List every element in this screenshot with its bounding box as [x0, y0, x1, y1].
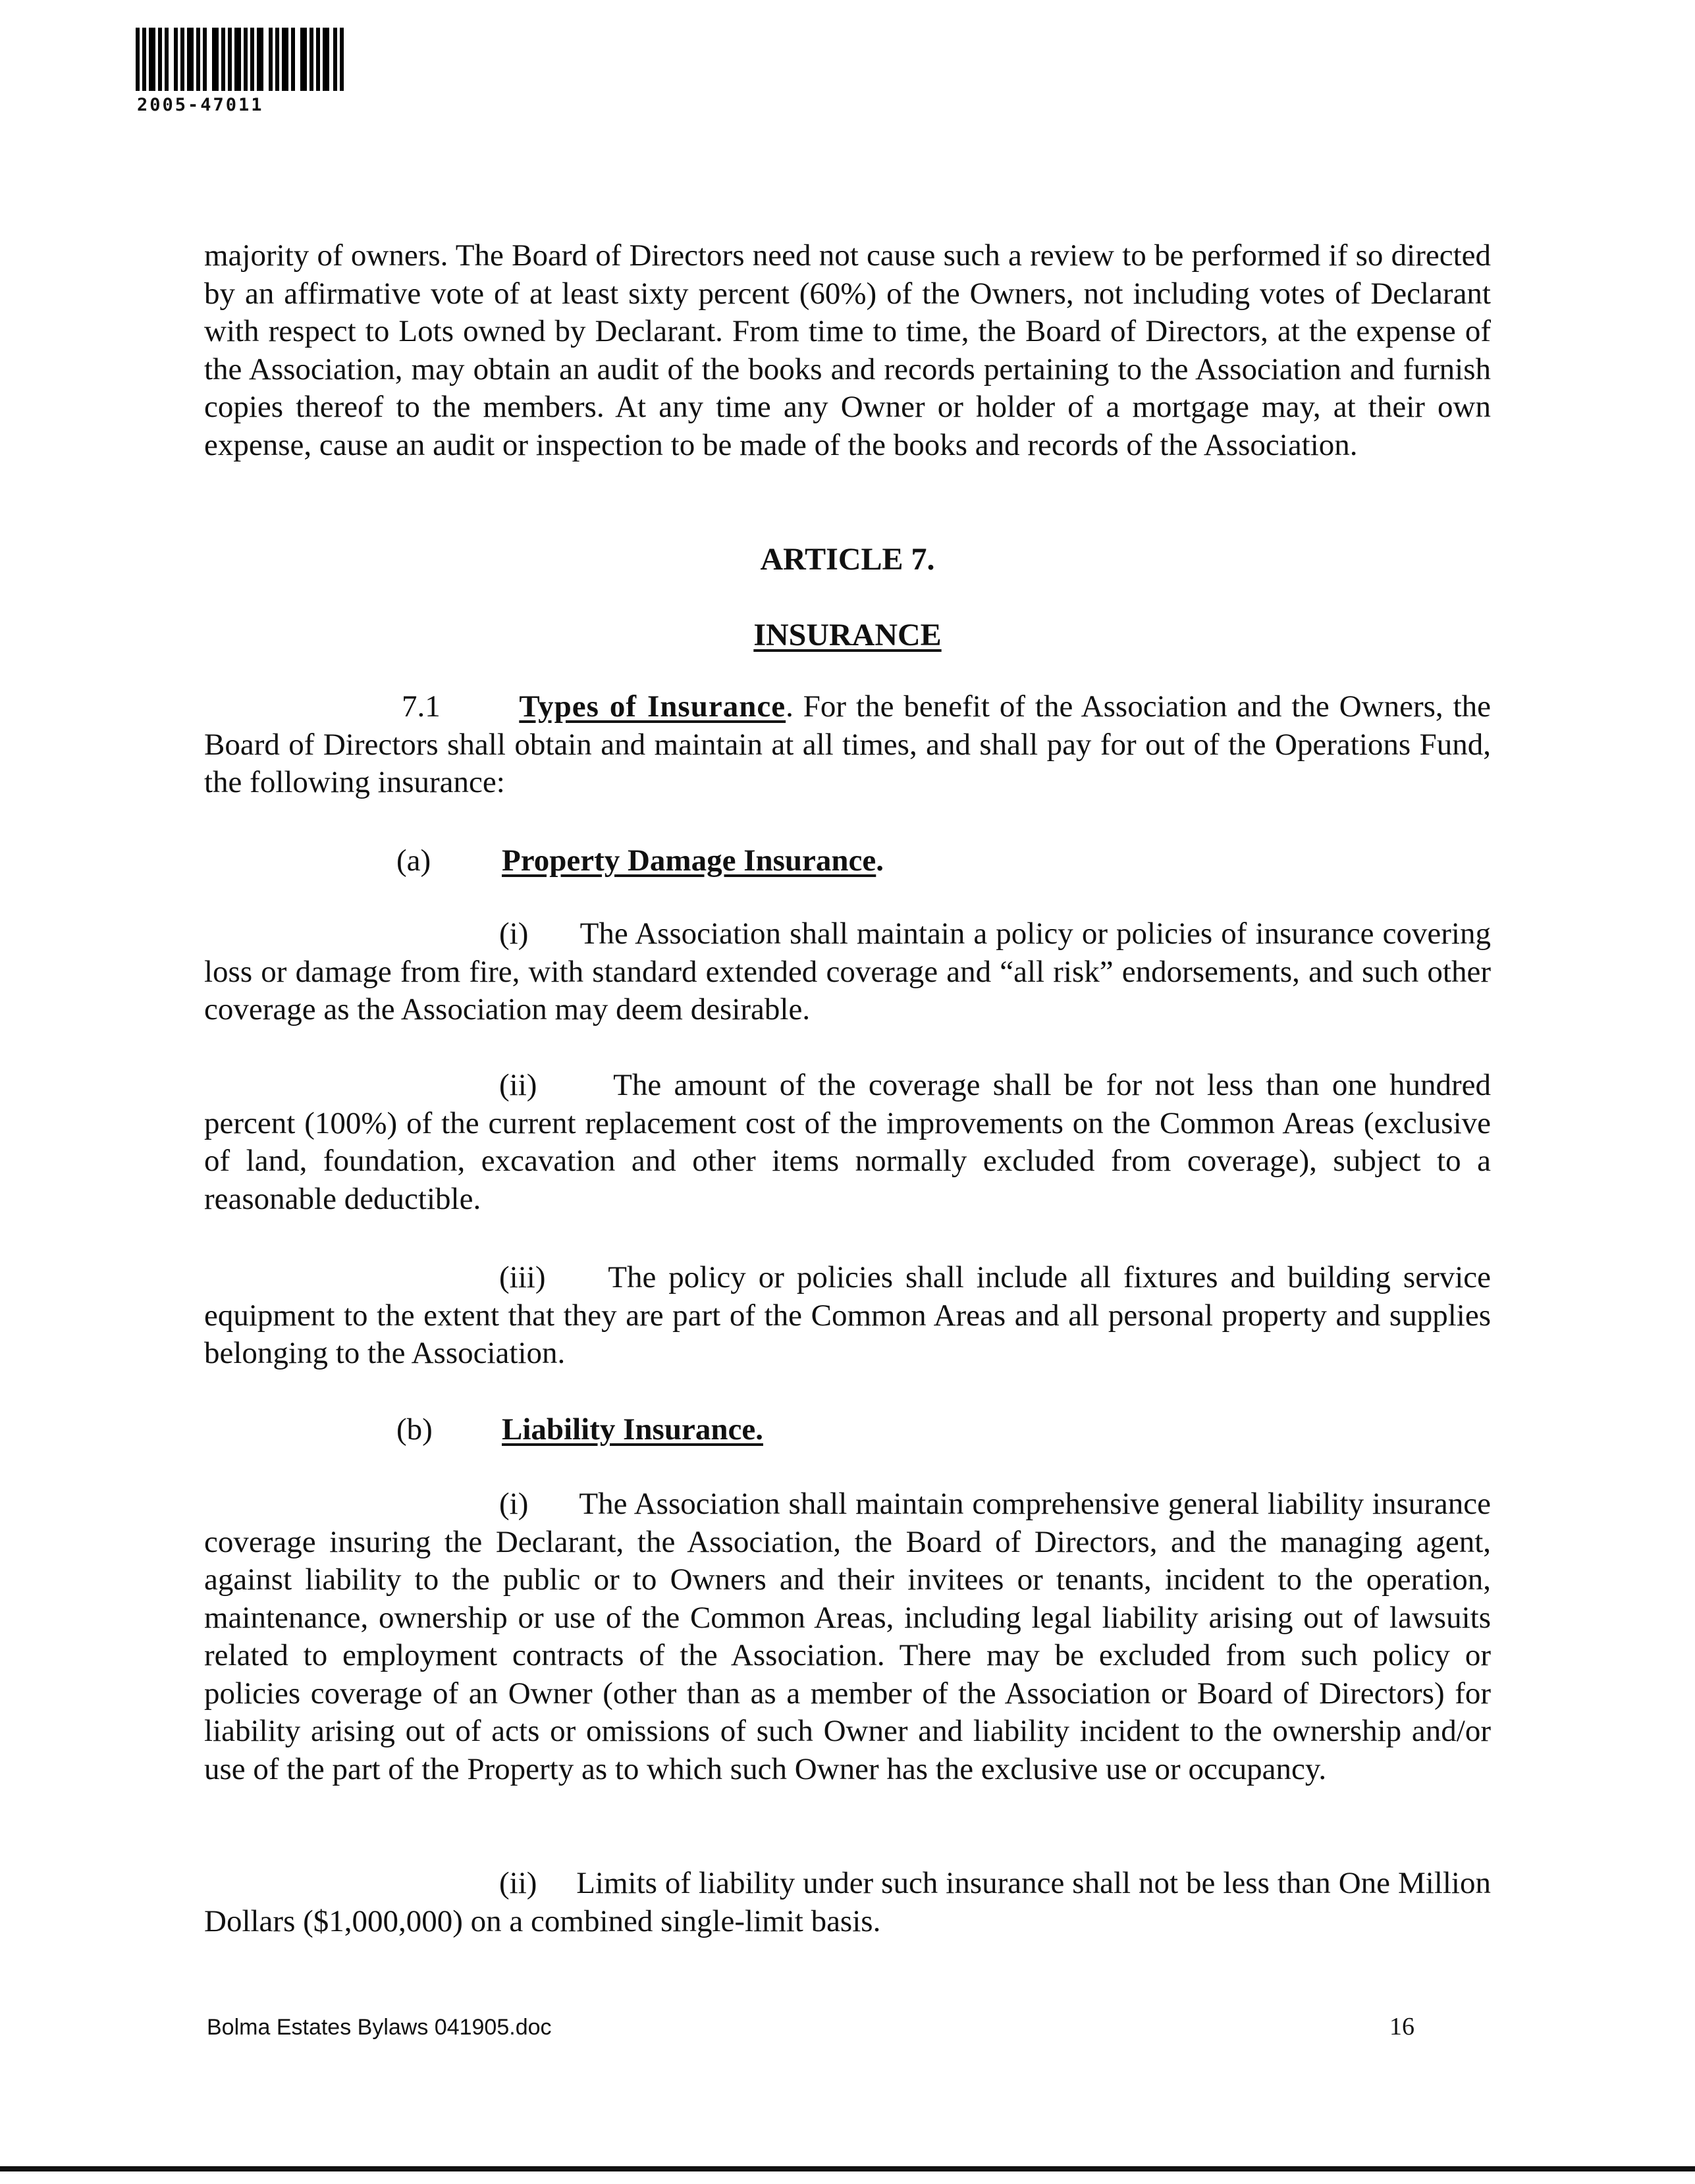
intro-paragraph: majority of owners. The Board of Directors need not cause such a review to be performed if so directed by an affirmative vote of at least sixty percent (60%) of the Owners, not including votes of Declarant with respect to Lots owned by Declarant. From time to time, the Board of Directors, at the expense of the Association, may obtain an audit of the books and records pertaining to the Association and furnish copies thereof to the members. At any time any Owner or holder of a mortgage may, at their own expense, cause an audit or inspection to be made of the books and records of the Association. [204, 238, 1491, 462]
article-heading: ARTICLE 7. [760, 542, 935, 577]
subsection-b-item-i: (i) The Association shall maintain comprehensive general liability insurance coverage insuring the Declarant, the Association, the Board of Directors, and the managing agent, against liability to the public or to Owners and their invitees or tenants, incident to the operation, maintenance, ownership or use of the Common Areas, including legal liability arising out of lawsuits related to employment contracts of the Association. There may be excluded from such policy or policies coverage of an Owner (other than as a member of the Association or Board of Directors) for liability arising out of acts or omissions of such Owner and liability incident to the ownership and/or use of the part of the Property as to which such Owner has the exclusive use or occupancy. [204, 1487, 1492, 1786]
barcode-bar [300, 28, 307, 91]
barcode-bar [263, 28, 269, 91]
barcode-bar [295, 28, 300, 91]
page-number: 16 [1389, 2013, 1414, 2040]
page-bottom-rule [0, 2166, 1695, 2171]
barcode-bar [282, 28, 288, 91]
subsection-a-item-ii: (ii) The amount of the coverage shall be for not less than one hundred percent (100%) of the current replacement cost of the improvements on the Common Areas (exclusive of land, foundation, excavation and other items normally excluded from coverage), subject to a reasonable deductible. [204, 1068, 1492, 1216]
subsection-a-item-i: (i) The Association shall maintain a policy or policies of insurance covering loss or damage from fire, with standard extended coverage and “all risk” endorsements, and such other coverage as the Association may deem desirable. [204, 917, 1491, 1026]
footer-filename: Bolma Estates Bylaws 041905.doc [207, 2015, 552, 2040]
barcode-bar [169, 28, 174, 91]
barcode-bar [257, 28, 263, 91]
subsection-b-title: Liability Insurance. [502, 1412, 763, 1447]
section-number: 7.1 [402, 689, 441, 724]
article-title: INSURANCE [753, 618, 942, 653]
barcode [136, 28, 433, 91]
section-text: . For the benefit of the Association and the Owners, the Board of Directors shall obtain and maintain at all times, and shall pay for out of the Operations Fund, the following insurance: [204, 689, 1492, 799]
section-7-1 [204, 688, 1491, 802]
subsection-b-item-ii: (ii) Limits of liability under such insurance shall not be less than One Million Dollars ($1,000,000) on a combined single-limit basis. [204, 1866, 1491, 1938]
barcode-bar [207, 28, 212, 91]
subsection-b-label: (b) [396, 1412, 433, 1447]
barcode-bar [323, 28, 329, 91]
barcode-bar [234, 28, 241, 91]
subsection-a-item-iii: (iii) The policy or policies shall include all fixtures and building service equipment to the extent that they are part of the Common Areas and all personal property and supplies belonging to the Association. [204, 1260, 1492, 1370]
subsection-b-heading [396, 1412, 763, 1447]
section-title: Types of Insurance [519, 689, 786, 724]
subsection-a-label: (a) [396, 843, 431, 878]
subsection-a-heading: (a) Property Damage Insurance. [396, 843, 884, 878]
barcode-bar [340, 28, 344, 91]
barcode-bar [187, 28, 194, 91]
barcode-bar [149, 28, 155, 91]
subsection-a-title: Property Damage Insurance [502, 843, 876, 878]
barcode-bar [212, 28, 219, 91]
barcode-number: 2005-47011 [137, 95, 264, 115]
